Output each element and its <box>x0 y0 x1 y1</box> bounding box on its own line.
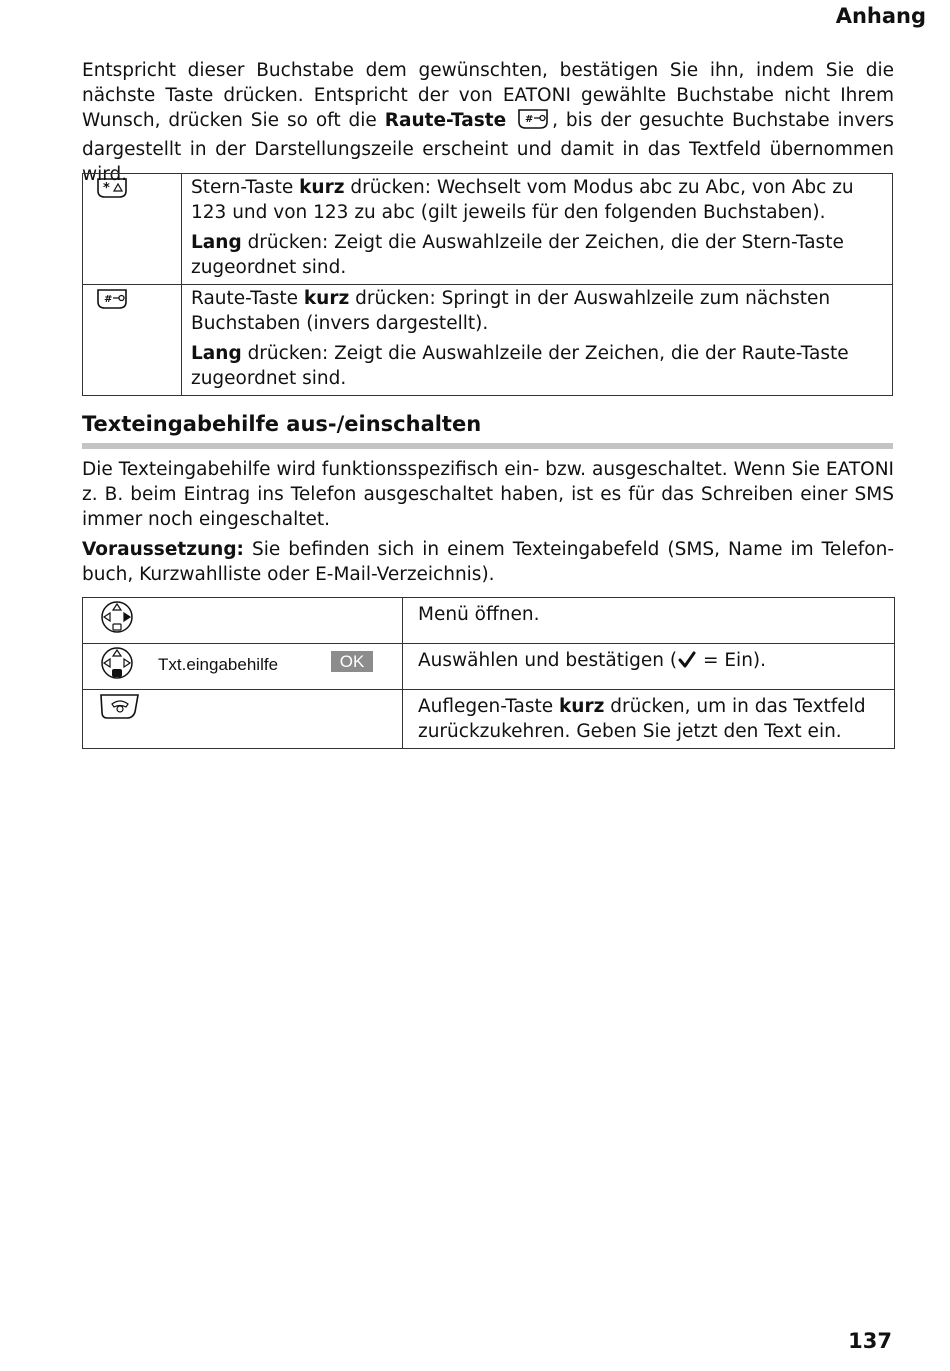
requirement-label: Voraussetzung: <box>82 539 244 560</box>
page-header-title: Anhang <box>835 4 926 28</box>
long-press-description <box>191 341 886 391</box>
text: Raute-Taste <box>191 288 304 309</box>
hash-key-icon <box>516 108 550 137</box>
table-row <box>83 598 895 644</box>
checkmark-icon <box>677 650 697 671</box>
text: drücken: Springt in der Auswahlzeile zum nächsten Buchstaben (invers dargestellt). <box>191 288 831 334</box>
menu-item-label: Txt.eingabehilfe <box>158 655 279 674</box>
steps-table <box>82 597 895 749</box>
intro-paragraph <box>82 58 894 187</box>
star-key-icon <box>95 183 129 204</box>
end-call-key-icon <box>99 704 141 725</box>
svg-text:#: # <box>104 294 113 305</box>
svg-text:*: * <box>103 181 110 196</box>
hash-key-icon <box>95 294 129 315</box>
long-press-description <box>191 230 886 280</box>
table-row <box>83 644 895 690</box>
ok-softkey: OK <box>331 651 373 672</box>
short-press-description <box>191 286 886 336</box>
emphasis: kurz <box>299 177 345 198</box>
navigation-key-down-icon <box>99 664 135 685</box>
text: drücken: Zeigt die Auswahlzeile der Zeichen, die der Stern-Taste zugeordnet sind. <box>191 232 844 278</box>
step-text: Auflegen-Taste <box>418 696 559 717</box>
section-heading: Texteingabehilfe aus-/einschalten <box>82 412 482 436</box>
section-description <box>82 457 894 532</box>
step-text: Auswählen und bestätigen ( <box>418 650 678 671</box>
step-text: Menü öffnen. <box>403 598 895 644</box>
step-text: drücken, um in das Textfeld zurückzukehren. Geben Sie jetzt den Text ein. <box>418 696 866 742</box>
requirement-text: Sie befinden sich in einem Texteingabefeld (SMS, Name im Telefonbuch, Kurzwahlliste oder E-Mail-Verzeichnis). <box>82 539 894 585</box>
page-number: 137 <box>848 1329 892 1353</box>
table-row <box>83 285 893 396</box>
description-text: Die Texteingabehilfe wird funktionsspezifisch ein- bzw. ausgeschaltet. Wenn Sie EATONI z. B. beim Eintrag ins Telefon ausgeschaltet haben, ist es für das Schreiben einer SMS immer noch eingeschaltet. <box>82 459 894 530</box>
svg-text:#: # <box>525 114 534 125</box>
emphasis: kurz <box>303 288 350 309</box>
emphasis: kurz <box>558 696 605 717</box>
emphasis: Lang <box>191 343 242 364</box>
intro-text-before: Entspricht dieser Buchstabe dem gewünschten, bestätigen Sie ihn, indem Sie die nächste Taste drücken. Entspricht der von EATONI gewählte Buchstabe nicht Ihrem Wunsch, drücken Sie so oft die <box>82 60 894 131</box>
intro-key-name: Raute-Taste <box>384 110 507 131</box>
requirement-paragraph <box>82 537 894 587</box>
intro-text-after: , bis der gesuchte Buchstabe invers dargestellt in der Darstellungszeile erscheint und damit in das Textfeld übernommen wird. <box>82 110 894 185</box>
heading-divider <box>82 443 893 449</box>
step-text: = Ein). <box>697 650 767 671</box>
table-row <box>83 690 895 749</box>
short-press-description <box>191 175 886 225</box>
text: drücken: Zeigt die Auswahlzeile der Zeichen, die der Raute-Taste zugeordnet sind. <box>191 343 849 389</box>
table-row <box>83 174 893 285</box>
navigation-key-icon <box>99 618 135 639</box>
text: drücken: Wechselt vom Modus abc zu Abc, von Abc zu 123 und von 123 zu abc (gilt jeweils für den folgenden Buchstaben). <box>191 177 854 223</box>
key-function-table <box>82 173 893 396</box>
text: Stern-Taste <box>191 177 300 198</box>
emphasis: Lang <box>191 232 242 253</box>
